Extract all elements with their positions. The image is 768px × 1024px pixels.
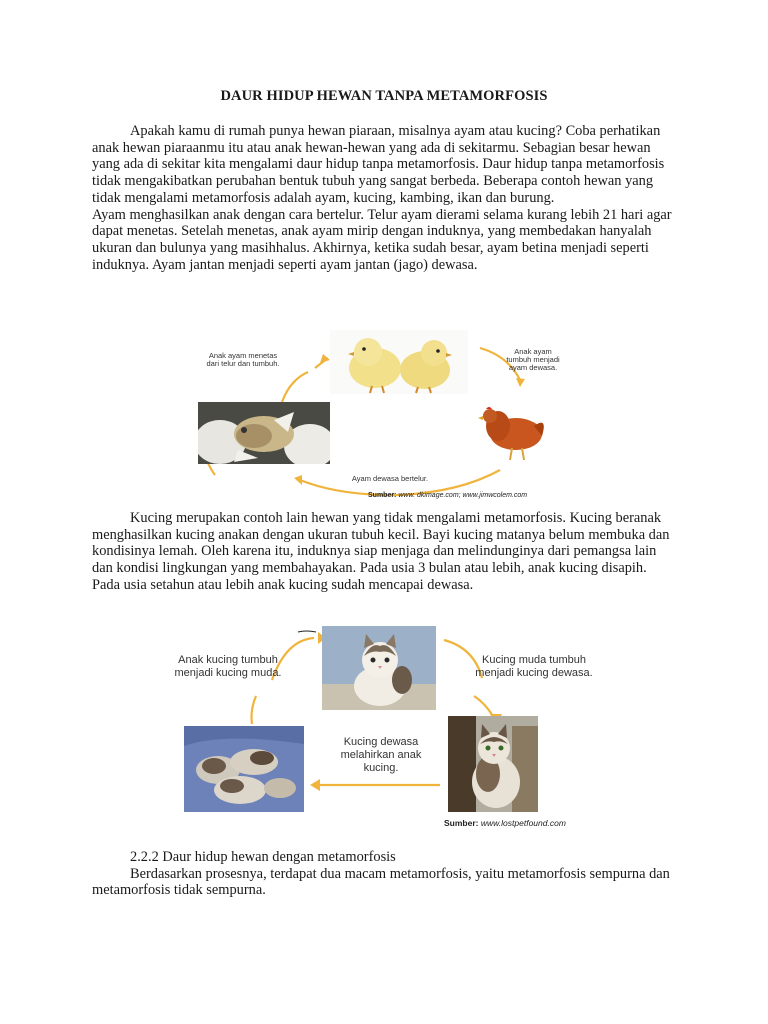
metamorphosis-section xyxy=(92,849,672,899)
adult-cat-photo xyxy=(448,716,538,812)
source-text: www.lostpetfound.com xyxy=(480,818,566,828)
hatching-egg-photo xyxy=(198,402,330,464)
label-chick-grow: Anak ayam tumbuh menjadi ayam dewasa. xyxy=(506,347,560,372)
cat-section xyxy=(92,510,672,594)
intro-section xyxy=(92,123,672,273)
label-young-cat-grow: Kucing muda tumbuh menjadi kucing dewasa. xyxy=(475,654,593,679)
chicken-figure-source xyxy=(368,492,568,499)
paragraph-cat: Kucing merupakan contoh lain hewan yang tidak mengalami metamorfosis. Kucing beranak menghasilkan kucing anakan dengan ukuran tubuh kecil. Bayi kucing matanya belum membuka dan kondisinya lemah. Oleh karena itu, induknya siap menjaga dan melindunginya dari pemangsa lain dan kondisi lingkungan yang membahayakan. Pada usia 3 bulan atau lebih, anak kucing disapih. Pada usia setahun atau lebih anak kucing sudah mencapai dewasa. xyxy=(92,510,670,593)
paragraph-chicken: Ayam menghasilkan anak dengan cara bertelur. Telur ayam dierami selama kurang lebih 21 hari agar dapat menetas. Setelah menetas, anak ayam mirip dengan induknya, yang membedakan hanyalah ukuran dan bulunya yang masihhalus. Akhirnya, ketika sudah besar, ayam betina menjadi seperti induknya. Ayam jantan menjadi seperti ayam jantan (jago) dewasa. xyxy=(92,206,672,273)
young-cat-photo xyxy=(322,626,436,710)
source-label: Sumber: xyxy=(368,492,397,499)
label-chick-hatch: Anak ayam menetas dari telur dan tumbuh. xyxy=(206,351,280,368)
paragraph-metamorphosis: Berdasarkan prosesnya, terdapat dua macam metamorfosis, yaitu metamorfosis sempurna dan metamorfosis tidak sempurna. xyxy=(92,865,670,899)
paragraph-intro: Apakah kamu di rumah punya hewan piaraan, misalnya ayam atau kucing? Coba perhatikan anak hewan piaraanmu itu atau anak hewan-hewan yang ada di sekitarmu. Sebagian besar hewan yang ada di sekitar kita mengalami daur hidup tanpa metamorfosis. Daur hidup tanpa metamorfosis tidak mengakibatkan perubahan bentuk tubuh yang sangat berbeda. Beberapa contoh hewan yang tidak mengalami metamorfosis adalah ayam, kucing, kambing, ikan dan burung. xyxy=(92,123,665,206)
cat-life-cycle-figure xyxy=(168,626,608,832)
cat-figure-source xyxy=(444,818,608,828)
hen-photo xyxy=(476,402,552,464)
chicks-photo xyxy=(330,330,468,394)
label-kitten-grow: Anak kucing tumbuh menjadi kucing muda. xyxy=(174,654,282,679)
chicken-life-cycle-figure xyxy=(190,330,570,502)
page-title: DAUR HIDUP HEWAN TANPA METAMORFOSIS xyxy=(220,88,548,104)
label-hen-lay: Ayam dewasa bertelur. xyxy=(351,474,429,483)
section-heading: 2.2.2 Daur hidup hewan dengan metamorfosis xyxy=(130,849,396,865)
source-text: www. dkimage.com; www.jimwcolem.com xyxy=(398,492,528,499)
source-label: Sumber: xyxy=(444,818,479,828)
kittens-photo xyxy=(184,726,304,812)
label-adult-cat-birth: Kucing dewasa melahirkan anak kucing. xyxy=(340,736,422,774)
